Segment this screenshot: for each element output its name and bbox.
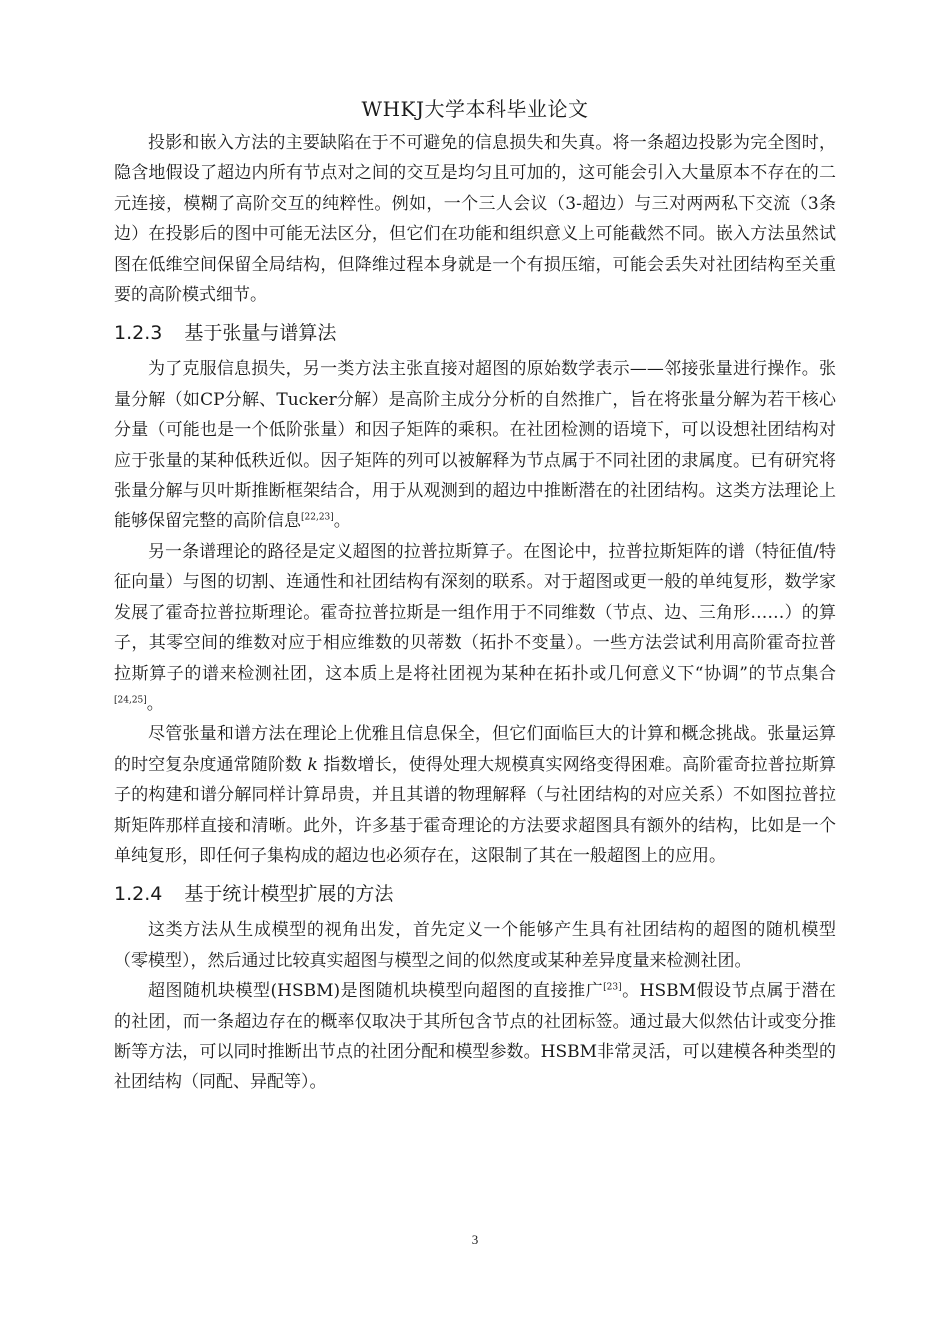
section-heading-1-2-4	[114, 879, 836, 909]
citation: [24,25]	[114, 695, 147, 706]
document-header: WHKJ大学本科毕业论文	[361, 97, 589, 121]
paragraph-text: 指数增长，使得处理大规模真实网络变得困难。高阶霍奇拉普拉斯算子的构建和谱分解同样计算昂贵，并且其谱的物理解释（与社团结构的对应关系）不如图拉普拉斯矩阵那样直接和清晰。此外，许多基于霍奇理论的方法要求超图具有额外的结构，比如是一个单纯复形，即任何子集构成的超边也必须存在，这限制了其在一般超图上的应用。	[114, 754, 837, 866]
intro-paragraph: 投影和嵌入方法的主要缺陷在于不可避免的信息损失和失真。将一条超边投影为完全图时，隐含地假设了超边内所有节点对之间的交互是均匀且可加的，这可能会引入大量原本不存在的二元连接，模糊了高阶交互的纯粹性。例如，一个三人会议（3-超边）与三对两两私下交流（3条边）在投影后的图中可能无法区分，但它们在功能和组织意义上可能截然不同。嵌入方法虽然试图在低维空间保留全局结构，但降维过程本身就是一个有损压缩，可能会丢失对社团结构至关重要的高阶模式细节。	[114, 133, 836, 306]
paragraph-statistical: 这类方法从生成模型的视角出发，首先定义一个能够产生具有社团结构的超图的随机模型（零模型），然后通过比较真实超图与模型之间的似然度或某种差异度量来检测社团。	[114, 920, 836, 971]
paragraph-hsbm	[114, 976, 836, 1098]
citation: [22,23]	[301, 512, 334, 523]
paragraph-text: 为了克服信息损失，另一类方法主张直接对超图的原始数学表示——邻接张量进行操作。张量分解（如CP分解、Tucker分解）是高阶主成分分析的自然推广，旨在将张量分解为若干核心分量（可能也是一个低阶张量）和因子矩阵的乘积。在社团检测的语境下，可以设想社团结构对应于张量的某种低秩近似。因子矩阵的列可以被解释为节点属于不同社团的隶属度。已有研究将张量分解与贝叶斯推断框架结合，用于从观测到的超边中推断潜在的社团结构。这类方法理论上能够保留完整的高阶信息	[114, 359, 836, 532]
section-number: 1.2.4	[114, 883, 163, 906]
paragraph-end: 。	[146, 693, 164, 714]
paragraph-text: 尽管张量和谱方法在理论上优雅且信息保全，但它们面临巨大的计算和概念挑战。张量运算的时空复杂度通常随阶数	[114, 724, 836, 775]
citation: [23]	[603, 982, 622, 993]
variable-k: k	[307, 754, 318, 775]
paragraph-end: 。	[333, 511, 351, 532]
paragraph-tensor	[114, 354, 836, 536]
section-title: 基于张量与谱算法	[184, 322, 337, 345]
section-number: 1.2.3	[114, 322, 163, 345]
section-heading-1-2-3	[114, 318, 836, 348]
paragraph-text: 超图随机块模型(HSBM)是图随机块模型向超图的直接推广	[148, 981, 604, 1002]
paragraph-spectral	[114, 537, 836, 719]
page-number: 3	[471, 1232, 479, 1247]
document-body	[114, 128, 836, 1098]
paragraph-challenges	[114, 719, 836, 871]
paragraph-end: 。HSBM假设节点属于潜在的社团，而一条超边存在的概率仅取决于其所包含节点的社团标签。通过最大似然估计或变分推断等方法，可以同时推断出节点的社团分配和模型参数。HSBM非常灵活，可以建模各种类型的社团结构（同配、异配等）。	[114, 981, 836, 1093]
section-title: 基于统计模型扩展的方法	[184, 883, 394, 906]
paragraph-text: 另一条谱理论的路径是定义超图的拉普拉斯算子。在图论中，拉普拉斯矩阵的谱（特征值/特征向量）与图的切割、连通性和社团结构有深刻的联系。对于超图或更一般的单纯复形，数学家发展了霍奇拉普拉斯理论。霍奇拉普拉斯是一组作用于不同维数（节点、边、三角形……）的算子，其零空间的维数对应于相应维数的贝蒂数（拓扑不变量）。一些方法尝试利用高阶霍奇拉普拉斯算子的谱来检测社团，这本质上是将社团视为某种在拓扑或几何意义下“协调”的节点集合	[114, 541, 836, 684]
